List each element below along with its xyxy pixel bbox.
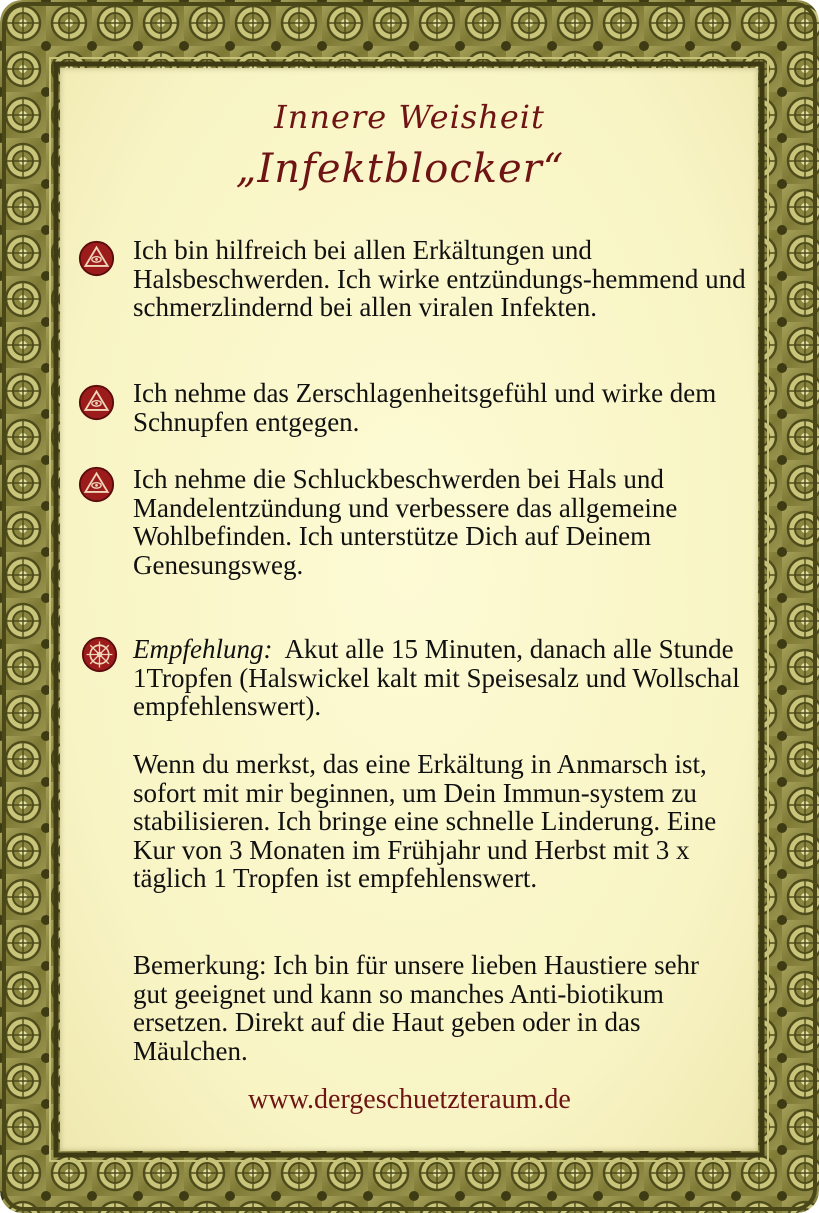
card-subtitle: Innere Weisheit xyxy=(274,98,545,136)
hint-text: Wenn du merkst, das eine Erkältung in Anmarsch ist, sofort mit mir beginnen, um Dein Immun-system zu stabilisieren. Ich bringe eine schnelle Linderung. Eine Kur von 3 Monaten im Frühjahr und Herbst mit 3 x täglich 1 Tropfen ist empfehlenswert. xyxy=(133,749,717,893)
card-title: „Infektblocker“ xyxy=(235,146,565,192)
remark-text: Bemerkung: Ich bin für unsere lieben Haustiere sehr gut geeignet und kann so manches Anti-biotikum ersetzen. Direkt auf die Haut geben oder in das Mäulchen. xyxy=(133,950,700,1066)
statement-text: Ich bin hilfreich bei allen Erkältungen und Halsbeschwerden. Ich wirke entzündungs-hemmend und schmerzlindernd bei allen viralen Infekten. xyxy=(133,235,746,322)
dharma-wheel-icon xyxy=(81,636,118,673)
recommendation-body: Akut alle 15 Minuten, danach alle Stunde 1Tropfen (Halswickel kalt mit Speisesalz und Wollschal empfehlenswert). xyxy=(133,634,740,721)
eye-triangle-icon xyxy=(78,384,115,421)
website-link[interactable]: www.dergeschuetzteraum.de xyxy=(248,1084,571,1115)
eye-triangle-icon xyxy=(78,240,115,277)
recommendation-label: Empfehlung: xyxy=(133,634,273,664)
statement-text: Ich nehme die Schluckbeschwerden bei Hals und Mandelentzündung und verbessere das allgemeine Wohlbefinden. Ich unterstütze Dich auf Deinem Genesungsweg. xyxy=(133,464,678,580)
recommendation-text xyxy=(133,635,758,721)
eye-triangle-icon xyxy=(78,466,115,503)
statement-text: Ich nehme das Zerschlagenheitsgefühl und wirke dem Schnupfen entgegen. xyxy=(133,378,717,437)
